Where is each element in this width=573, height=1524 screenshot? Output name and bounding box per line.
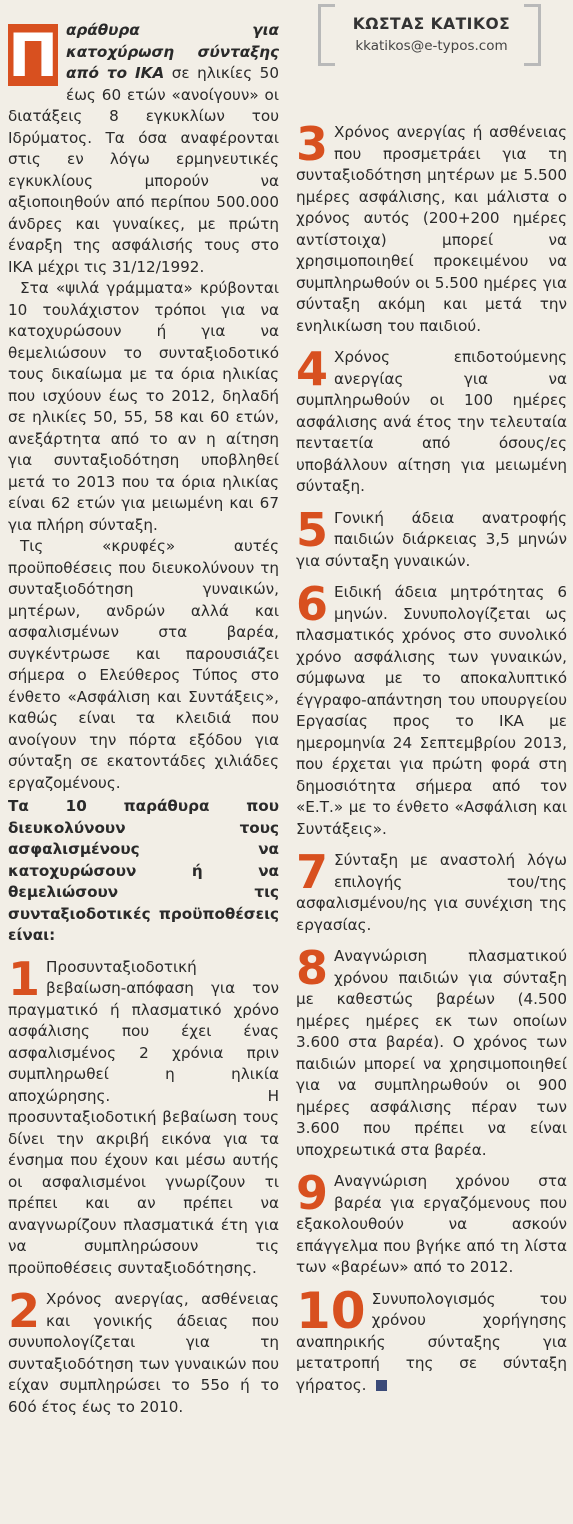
author-byline bbox=[296, 0, 567, 70]
item-text: Αναγνώριση πλασματικού χρόνου παιδιών για σύνταξη με καθεστώς βαρέων (4.500 ημέρες ημέρες εκ των οποίων 3.600 στα βαρέα). Ο χρόνος των παιδιών μπορεί να χρησιμοποιηθεί για να συμπληρωθούν οι 900 ημέρες ασφάλισης πέραν των 3.600 που πρέπει να είναι υποχρεωτικά στα βαρέα. bbox=[296, 947, 567, 1159]
end-of-article-icon bbox=[376, 1380, 387, 1391]
lead-bold-text: αράθυρα για κατοχύρωση σύνταξης από το ΙΚΑ bbox=[66, 21, 279, 82]
article-column-left bbox=[8, 0, 279, 1418]
list-intro-paragraph: Τα 10 παράθυρα που διευκολύνουν τους ασφαλισμένους να κατοχυρώσουν ή να θεμελιώσουν τις συνταξιοδοτικές προϋποθέσεις είναι: bbox=[8, 797, 279, 944]
list-item bbox=[296, 1281, 567, 1397]
item-number: 5 bbox=[296, 502, 329, 557]
list-item bbox=[296, 1166, 567, 1279]
list-item bbox=[8, 951, 279, 1280]
list-item bbox=[296, 845, 567, 936]
item-text: Ειδική άδεια μητρότητας 6 μηνών. Συνυπολογίζεται ως πλασματικός χρόνος στο συνολικό χρόνο ασφάλισης των γυναικών, σύμφωνα με το αποκαλυπτικό έγγραφο-απάντηση του υπουργείου Εργασίας προς το ΙΚΑ με ημερομηνία 24 Σεπτεμβρίου 2013, που έρχεται για πρώτη φορά στη δημοσιότητα σήμερα από τον «Ε.Τ.» με το ένθετο «Ασφάλιση και Συντάξεις». bbox=[296, 583, 567, 838]
item-number: 3 bbox=[296, 117, 329, 171]
item-text: Προσυνταξιοδοτική βεβαίωση-απόφαση για τον πραγματικό ή πλασματικό χρόνο ασφάλισης που έχει ένας ασφαλισμένος 2 χρόνια πριν συμπληρωθεί η ηλικία αποχώρησης. Η προσυνταξιοδοτική βεβαίωση τους δίνει την ακριβή εικόνα για τα ένσημα που έχουν και μέσω αυτής οι ασφαλισμένοι γνωρίζουν τι πρέπει και αν πρέπει να αναγνωρίζουν πλασματικά έτη για να συμπληρώσουν τις προϋποθέσεις συνταξιοδότησης. bbox=[8, 957, 279, 1277]
list-item bbox=[296, 117, 567, 337]
item-number: 4 bbox=[296, 342, 329, 396]
article-column-right bbox=[296, 0, 567, 1396]
list-item bbox=[296, 577, 567, 840]
author-email: kkatikos@e-typos.com bbox=[355, 38, 508, 54]
item-number: 2 bbox=[8, 1284, 41, 1338]
item-text: Χρόνος ανεργίας, ασθένειας και γονικής άδειας που συνυπολογίζεται για τη συνταξιοδότηση των γυναικών που είχαν συμπληρώσει το 55ο ή το 60ό έτος έως το 2010. bbox=[8, 1290, 279, 1416]
list-item bbox=[296, 502, 567, 573]
list-item bbox=[296, 941, 567, 1161]
item-text: Γονική άδεια ανατροφής παιδιών διάρκειας 3,5 μηνών για σύνταξη γυναικών. bbox=[296, 508, 567, 570]
item-text: Συνυπολογισμός του χρόνου χορήγησης αναπηρικής σύνταξης για μετατροπή της σε σύνταξη γήρατος. bbox=[296, 1289, 567, 1394]
item-text: Χρόνος επιδοτούμενης ανεργίας για να συμπληρωθούν οι 100 ημέρες ασφάλισης ανά έτος την τελευταία πενταετία από όσους/ες υποβάλλουν αίτηση για μειωμένη σύνταξη. bbox=[296, 348, 567, 495]
lead-paragraph bbox=[8, 0, 279, 278]
item-number: 10 bbox=[296, 1281, 366, 1340]
item-number: 6 bbox=[296, 577, 329, 631]
drop-cap: Π bbox=[8, 21, 59, 91]
item-number: 7 bbox=[296, 845, 329, 899]
item-number: 8 bbox=[296, 941, 329, 995]
list-item bbox=[296, 342, 567, 498]
item-text: Σύνταξη με αναστολή λόγω επιλογής του/της ασφαλισμένου/ης για συνέχιση της εργασίας. bbox=[296, 851, 567, 934]
body-paragraph: Τις «κρυφές» αυτές προϋποθέσεις που διευκολύνουν τη συνταξιοδότηση γυναικών, μητέρων, ανδρών αλλά και ασφαλισμένων στα βαρέα, συγκέντρωσε και παρουσιάζει σήμερα ο Ελεύθερος Τύπος στο ένθετο «Ασφάλιση και Συντάξεις», καθώς είναι τα κλειδιά που ανοίγουν την πόρτα εξόδου για σύνταξη σε εκατοντάδες χιλιάδες εργαζομένους. bbox=[8, 537, 279, 792]
author-name: ΚΩΣΤΑΣ ΚΑΤΙΚΟΣ bbox=[352, 15, 511, 33]
item-text: Χρόνος ανεργίας ή ασθένειας που προσμετράει για τη συνταξιοδότηση μητέρων με 5.500 ημέρες ασφάλισης, και μάλιστα ο χρόνος αυτός (200+200 ημέρες αντίστοιχα) μπορεί να χρησιμοποιηθεί προκειμένου να συμπληρωθούν οι 5.500 ημέρες για σύνταξη ακόμη και μετά την ενηλικίωση του παιδιού. bbox=[296, 123, 567, 335]
item-text: Αναγνώριση χρόνου στα βαρέα για εργαζόμενους που εξακολουθούν να ασκούν επάγγελμα που βγήκε από τη λίστα των «βαρέων» από το 2012. bbox=[296, 1172, 567, 1276]
lead-text: σε ηλικίες 50 έως 60 ετών «ανοίγουν» οι διατάξεις 8 εγκυκλίων του Ιδρύματος. Τα όσα αναφέρονται στις εν λόγω ερμηνευτικές εγκυκλίους μπορούν να αξιοποιηθούν από περίπου 500.000 άνδρες και γυναίκες, με πρώτη έναρξη της ασφάλισής τους στο ΙΚΑ μέχρι τις 31/12/1992. bbox=[8, 64, 280, 276]
item-number: 9 bbox=[296, 1166, 329, 1220]
body-paragraph: Στα «ψιλά γράμματα» κρύβονται 10 τουλάχιστον τρόποι για να κατοχυρώσουν ή για να θεμελιώσουν το συνταξιοδοτικό τους δικαίωμα με τα όρια ηλικίας που ισχύουν έως το 2012, δηλαδή σε ηλικίες 50, 55, 58 και 60 ετών, ανεξάρτητα από το αν η αίτηση για συνταξιοδότηση υποβληθεί μετά το 2013 που τα όρια ηλικίας είναι 62 ετών για μειωμένη και 67 για πλήρη σύνταξη. bbox=[8, 279, 279, 534]
item-number: 1 bbox=[8, 951, 41, 1006]
list-item bbox=[8, 1284, 279, 1418]
